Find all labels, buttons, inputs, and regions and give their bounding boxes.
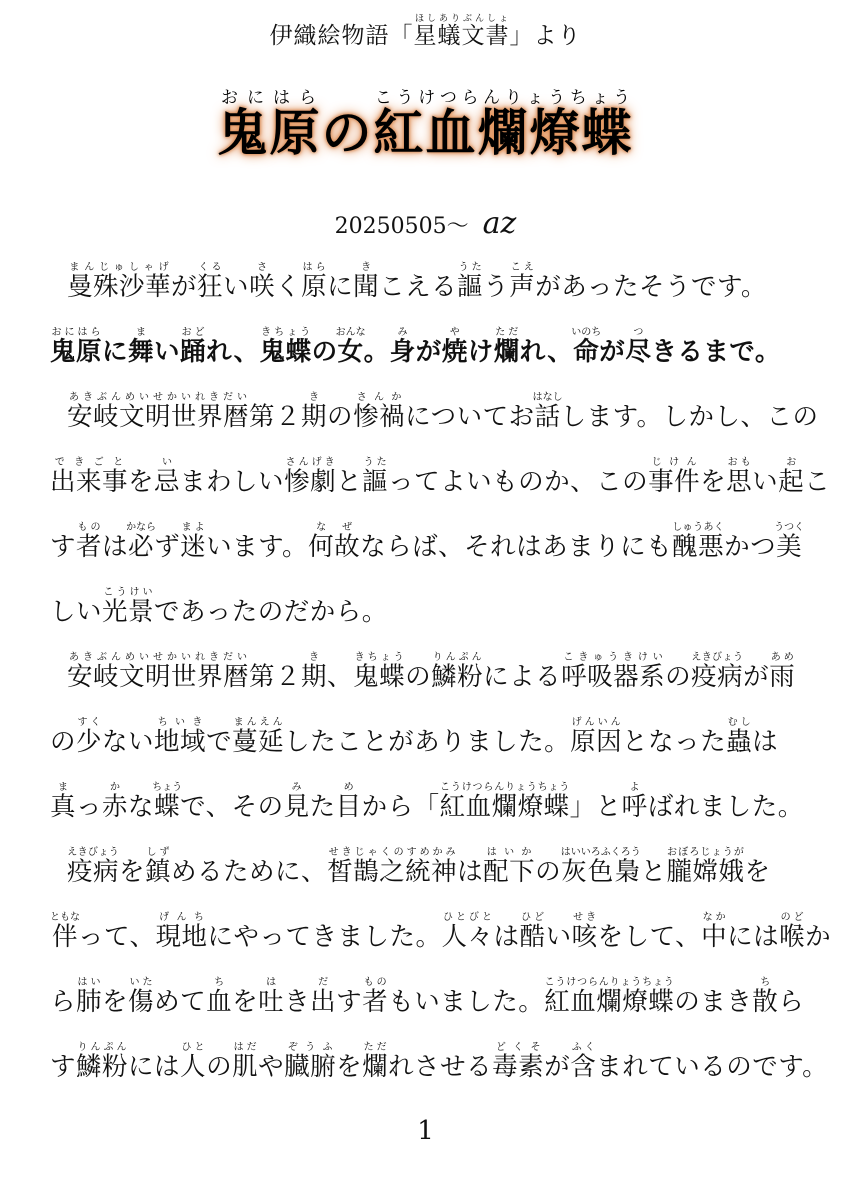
body-text-segment: を bbox=[336, 1052, 363, 1082]
book-title-ruby: ほしありぶんしょ bbox=[413, 14, 510, 24]
body-text-segment: は bbox=[752, 727, 779, 757]
header-suffix: 」より bbox=[509, 23, 582, 49]
ruby-word: 咲さ bbox=[249, 262, 276, 302]
body-text-segment: れ、 bbox=[206, 337, 260, 367]
body-text-segment: かつ bbox=[724, 532, 777, 562]
body-text-segment: の bbox=[327, 402, 354, 432]
ruby-word: 惨劇さんげき bbox=[284, 457, 337, 497]
body-text-segment: しい bbox=[50, 597, 103, 627]
ruby-word: 皙鵲之統神せきじゃくのすめかみ bbox=[327, 847, 458, 887]
body-text-segment: の bbox=[405, 662, 432, 692]
ruby-word: 傷いた bbox=[128, 977, 155, 1017]
body-line bbox=[50, 717, 810, 760]
ruby-word: 地域ちいき bbox=[154, 717, 207, 757]
ruby-word: 呼よ bbox=[621, 782, 648, 822]
body-text-segment: まれているのです。 bbox=[596, 1052, 829, 1082]
body-text-segment: が bbox=[415, 337, 442, 367]
body-text-segment: します。しかし、この bbox=[560, 402, 819, 432]
ruby-word: 舞ま bbox=[128, 327, 155, 367]
body-text-segment: 第２ bbox=[249, 662, 302, 692]
body-text-segment: す bbox=[50, 1052, 77, 1082]
body-text-segment: す bbox=[336, 987, 363, 1017]
ruby-word: 爛ただ bbox=[362, 1042, 389, 1082]
ruby-word: 狂くる bbox=[197, 262, 224, 302]
ruby-word: 雨あめ bbox=[769, 652, 796, 692]
body-line bbox=[50, 977, 810, 1020]
body-text-segment: は bbox=[102, 532, 129, 562]
ruby-word: 話はなし bbox=[532, 392, 563, 432]
body-text-segment: にやってきました。 bbox=[207, 922, 442, 952]
ruby-word: 疫病えきびょう bbox=[691, 652, 744, 692]
ruby-word: 配下はいか bbox=[483, 847, 536, 887]
ruby-word: 美うつく bbox=[774, 522, 805, 562]
body-line bbox=[50, 262, 810, 305]
body-line bbox=[50, 847, 810, 890]
ruby-word: 吐は bbox=[258, 977, 285, 1017]
ruby-word: 酷ひど bbox=[519, 912, 546, 952]
ruby-word: 出来事できごと bbox=[50, 457, 129, 497]
ruby-word: 鬼蝶きちょう bbox=[259, 327, 312, 367]
ruby-word: 散ち bbox=[752, 977, 779, 1017]
ruby-word: 蔓延まんえん bbox=[232, 717, 285, 757]
ruby-word: 期き bbox=[301, 392, 328, 432]
ruby-word: 謳うた bbox=[362, 457, 389, 497]
body-text-segment: の bbox=[665, 662, 692, 692]
body-line bbox=[50, 1042, 829, 1085]
body-text-segment: であったのだから。 bbox=[154, 597, 388, 627]
body-text-segment: って、 bbox=[78, 922, 156, 952]
body-text-segment: が bbox=[171, 272, 198, 302]
ruby-word: 人々ひとびと bbox=[441, 912, 494, 952]
ruby-word: 肌はだ bbox=[232, 1042, 259, 1082]
body-text-segment: ってよいものか、この bbox=[388, 467, 649, 497]
ruby-word: 事件じけん bbox=[648, 457, 701, 497]
body-text-segment: には bbox=[128, 1052, 181, 1082]
body-text-segment: ない bbox=[102, 727, 155, 757]
ruby-word: 安岐文明世界暦あきぶんめいせかいれきだい bbox=[67, 392, 250, 432]
body-text-segment: を bbox=[232, 987, 259, 1017]
body-text-segment: っ bbox=[76, 792, 103, 822]
body-text-segment: か bbox=[805, 922, 832, 952]
body-line bbox=[50, 392, 819, 435]
body-line bbox=[50, 912, 832, 955]
body-text-segment: け bbox=[467, 337, 494, 367]
body-text-segment: い bbox=[154, 337, 181, 367]
body-text-segment: を bbox=[744, 857, 771, 887]
body-text-segment: で bbox=[206, 727, 233, 757]
author-signature: az bbox=[482, 206, 517, 241]
ruby-word: 期き bbox=[301, 652, 328, 692]
body-text-segment: な bbox=[128, 792, 155, 822]
body-text-segment: を bbox=[128, 467, 155, 497]
ruby-word: 喉のど bbox=[779, 912, 806, 952]
ruby-word: 原因げんいん bbox=[570, 717, 623, 757]
source-header bbox=[0, 14, 851, 50]
body-text-segment: れ、 bbox=[519, 337, 574, 367]
body-text-segment: 、 bbox=[327, 662, 354, 692]
body-text-segment: の bbox=[206, 1052, 233, 1082]
body-text-segment: と bbox=[640, 857, 667, 887]
body-text-segment: ら bbox=[778, 987, 805, 1017]
title-particle: の bbox=[321, 103, 374, 162]
ruby-word: 声こえ bbox=[509, 262, 536, 302]
ruby-word: 身み bbox=[389, 327, 416, 367]
body-text-segment: ら bbox=[50, 987, 77, 1017]
body-text-segment: を bbox=[119, 857, 146, 887]
ruby-word: 曼殊沙華まんじゅしゃげ bbox=[67, 262, 172, 302]
body-line bbox=[50, 327, 810, 370]
ruby-word: 中なか bbox=[701, 912, 728, 952]
body-text-segment: したことがありました。 bbox=[284, 727, 571, 757]
ruby-word: 現地げんち bbox=[155, 912, 208, 952]
ruby-word: 起お bbox=[778, 457, 805, 497]
body-text-segment: を bbox=[700, 467, 727, 497]
ruby-word: 臓腑ぞうふ bbox=[284, 1042, 337, 1082]
ruby-word: 何故なぜ bbox=[308, 522, 361, 562]
body-text-segment: は bbox=[457, 857, 484, 887]
ruby-word: 鬼原おにはら bbox=[50, 327, 103, 367]
body-text-segment: う bbox=[483, 272, 510, 302]
title-part1: 鬼原おにはら bbox=[217, 88, 322, 162]
ruby-word: 思おも bbox=[726, 457, 753, 497]
body-text-segment: のまき bbox=[674, 987, 753, 1017]
body-text-segment: が bbox=[743, 662, 770, 692]
body-line bbox=[50, 782, 810, 825]
ruby-word: 謳うた bbox=[457, 262, 484, 302]
body-text-segment: い bbox=[545, 922, 572, 952]
ruby-word: 焼や bbox=[441, 327, 468, 367]
body-text-segment: めて bbox=[154, 987, 207, 1017]
body-text-segment: ばれました。 bbox=[647, 792, 804, 822]
ruby-word: 迷まよ bbox=[180, 522, 207, 562]
body-text-segment: き bbox=[284, 987, 311, 1017]
body-text-segment: 第２ bbox=[249, 402, 302, 432]
body-text-segment: く bbox=[275, 272, 302, 302]
body-text-segment: や bbox=[258, 1052, 285, 1082]
ruby-word: 鱗粉りんぷん bbox=[431, 652, 484, 692]
body-text-segment: による bbox=[483, 662, 562, 692]
date-line bbox=[0, 206, 851, 241]
body-line bbox=[50, 522, 810, 565]
ruby-word: 疫病えきびょう bbox=[67, 847, 120, 887]
book-title: 星蟻文書ほしありぶんしょ bbox=[413, 14, 510, 49]
ruby-word: 紅血爛燎蝶こうけつらんりょうちょう bbox=[439, 782, 570, 822]
ruby-word: 必かなら bbox=[126, 522, 157, 562]
body-text-segment: こ bbox=[804, 467, 831, 497]
body-text-segment: から「 bbox=[361, 792, 440, 822]
ruby-word: 肺はい bbox=[76, 977, 103, 1017]
ruby-word: 呼吸器系こきゅうきけい bbox=[561, 652, 666, 692]
body-text-segment: と bbox=[336, 467, 363, 497]
body-text-segment: が bbox=[544, 1052, 571, 1082]
ruby-word: 少すく bbox=[76, 717, 103, 757]
body-text-segment: についてお bbox=[405, 402, 535, 432]
ruby-word: 踊おど bbox=[180, 327, 207, 367]
body-text-segment: に bbox=[327, 272, 354, 302]
ruby-word: 女おんな bbox=[335, 327, 366, 367]
ruby-word: 紅血爛燎蝶こうけつらんりょうちょう bbox=[544, 977, 675, 1017]
body-text-segment: た bbox=[309, 792, 336, 822]
ruby-word: 見み bbox=[283, 782, 310, 822]
ruby-word: 咳せき bbox=[571, 912, 598, 952]
ruby-word: 蟲むし bbox=[726, 717, 753, 757]
body-line bbox=[50, 457, 831, 500]
body-text-segment: があったそうです。 bbox=[535, 272, 767, 302]
body-text-segment: きるまで。 bbox=[651, 337, 781, 367]
ruby-word: 鱗粉りんぷん bbox=[76, 1042, 129, 1082]
body-text-segment: には bbox=[727, 922, 780, 952]
ruby-word: 蝶ちょう bbox=[152, 782, 183, 822]
body-text-segment: を bbox=[102, 987, 129, 1017]
body-text bbox=[50, 262, 832, 1107]
ruby-word: 鎮しず bbox=[145, 847, 172, 887]
ruby-word: 光景こうけい bbox=[102, 587, 155, 627]
ruby-word: 命いのち bbox=[571, 327, 602, 367]
ruby-word: 爛ただ bbox=[493, 327, 520, 367]
ruby-word: 者もの bbox=[362, 977, 389, 1017]
ruby-word: 聞き bbox=[353, 262, 380, 302]
body-line bbox=[50, 652, 810, 695]
body-text-segment: い bbox=[752, 467, 779, 497]
body-line bbox=[50, 587, 810, 630]
ruby-word: 人ひと bbox=[180, 1042, 207, 1082]
ruby-word: 鬼蝶きちょう bbox=[353, 652, 406, 692]
body-text-segment: となった bbox=[622, 727, 727, 757]
ruby-word: 目め bbox=[335, 782, 362, 822]
title-part2: 紅血爛燎蝶こうけつらんりょうちょう bbox=[373, 88, 634, 162]
ruby-word: 含ふく bbox=[570, 1042, 597, 1082]
ruby-word: 血ち bbox=[206, 977, 233, 1017]
ruby-word: 惨禍さんか bbox=[353, 392, 406, 432]
body-text-segment: の bbox=[311, 337, 338, 367]
ruby-word: 伴ともな bbox=[50, 912, 80, 952]
ruby-word: 安岐文明世界暦あきぶんめいせかいれきだい bbox=[67, 652, 250, 692]
ruby-word: 出だ bbox=[310, 977, 337, 1017]
body-text-segment: ならば、それはあまりにも bbox=[360, 532, 673, 562]
body-text-segment: めるために、 bbox=[171, 857, 328, 887]
body-text-segment: い bbox=[223, 272, 250, 302]
ruby-word: 忌い bbox=[154, 457, 181, 497]
body-text-segment: の bbox=[50, 727, 77, 757]
story-title bbox=[0, 88, 851, 165]
body-text-segment: まわしい bbox=[180, 467, 285, 497]
body-text-segment: 」と bbox=[569, 792, 622, 822]
body-text-segment: こえる bbox=[379, 272, 458, 302]
body-text-segment: に bbox=[102, 337, 129, 367]
body-text-segment: います。 bbox=[206, 532, 309, 562]
page-number: 1 bbox=[417, 1116, 434, 1146]
ruby-word: 者もの bbox=[76, 522, 103, 562]
date-text: 20250505〜 bbox=[334, 214, 469, 239]
body-text-segment: で、その bbox=[180, 792, 284, 822]
ruby-word: 灰色梟はいいろふくろう bbox=[560, 847, 641, 887]
body-text-segment: は bbox=[493, 922, 520, 952]
body-text-segment: す bbox=[50, 532, 77, 562]
ruby-word: 真ま bbox=[50, 782, 77, 822]
ruby-word: 尽つ bbox=[625, 327, 652, 367]
body-text-segment: れさせる bbox=[388, 1052, 493, 1082]
body-text-segment: もいました。 bbox=[388, 987, 545, 1017]
body-text-segment: が bbox=[599, 337, 626, 367]
ruby-word: 原はら bbox=[301, 262, 328, 302]
ruby-word: 毒素どくそ bbox=[492, 1042, 545, 1082]
ruby-word: 醜悪しゅうあく bbox=[672, 522, 725, 562]
body-text-segment: をして、 bbox=[597, 922, 702, 952]
ruby-word: 赤か bbox=[102, 782, 129, 822]
body-text-segment: 。 bbox=[363, 337, 390, 367]
body-text-segment: ず bbox=[154, 532, 181, 562]
header-prefix: 伊織絵物語「 bbox=[269, 23, 414, 49]
ruby-word: 朧嫦娥おぼろじょうが bbox=[666, 847, 745, 887]
body-text-segment: の bbox=[535, 857, 562, 887]
